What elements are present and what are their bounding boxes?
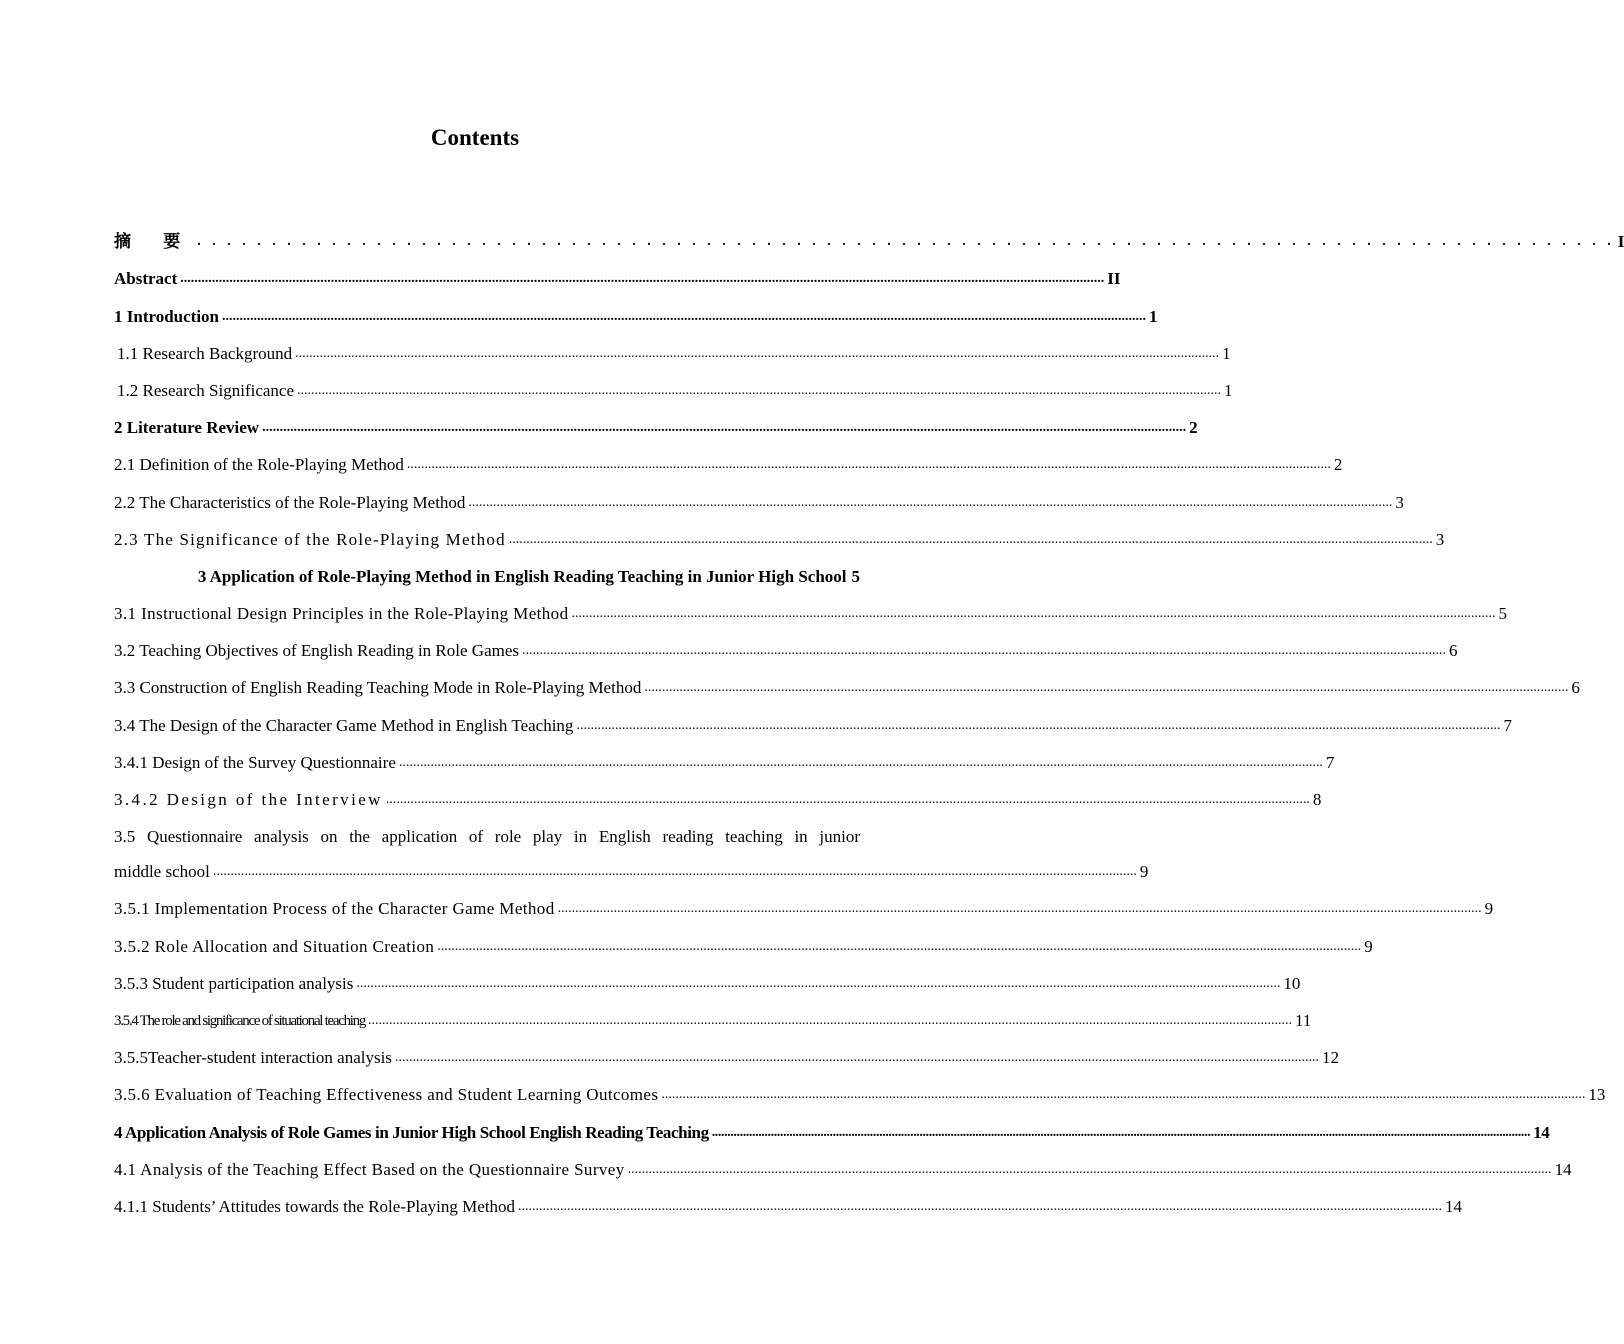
dot-leader: ........................................................................................................................................................................................................................................................................	[398, 754, 1323, 770]
toc-entry-label: 3.5.5Teacher-student interaction analysis	[114, 1048, 392, 1068]
toc-entry-page: 11	[1295, 1010, 1312, 1030]
dot-leader: ........................................................................................................................................................................................................................................................................	[356, 975, 1281, 991]
toc-entry-label: 3.3 Construction of English Reading Teaching Mode in Role-Playing Method	[114, 678, 642, 698]
dot-leader: ........................................................................................................................................................................................................................................................................	[571, 606, 1496, 622]
toc-entry-page: 5	[851, 566, 860, 586]
dot-leader: ........................................................................................................................................................................................................................................................................	[468, 494, 1393, 510]
dot-leader: ........................................................................................................................................................................................................................................................................	[576, 717, 1501, 733]
toc-entry-label: 1 Introduction	[114, 306, 220, 326]
toc-entry-label: 2.2 The Characteristics of the Role-Playing Method	[114, 492, 466, 512]
toc-entry-label: 3.4 The Design of the Character Game Method in English Teaching	[114, 715, 574, 735]
toc-entry-label: 2.3 The Significance of the Role-Playing Method	[114, 529, 506, 549]
toc-entry-label: 3.2 Teaching Objectives of English Reading in Role Games	[114, 641, 519, 661]
toc-entry-page: 9	[1139, 862, 1149, 882]
toc-entry-page: 14	[1533, 1122, 1550, 1142]
toc-entry-1[interactable]	[114, 290, 1158, 327]
dot-leader: ........................................................................................................................................................................................................................................................................	[644, 680, 1569, 696]
toc-entry-2-2[interactable]	[114, 476, 1404, 513]
toc-entry-page: II	[1107, 269, 1121, 289]
toc-entry-page: 14	[1554, 1159, 1572, 1179]
toc-entry-label-line1: 3.5 Questionnaire analysis on the application of role play in English reading teaching in junior	[114, 827, 860, 847]
toc-entry-3-5-2[interactable]	[114, 920, 1373, 957]
toc-entry-label: 1.2 Research Significance	[117, 380, 295, 400]
dot-leader: ........................................................................................................................................................................................................................................................................	[368, 1012, 1293, 1028]
toc-entry-page: 12	[1321, 1048, 1339, 1068]
dot-leader: ........................................................................................................................................................................................................................................................................	[406, 457, 1331, 473]
dot-leader: ........................................................................................................................................................................................................................................................................	[711, 1124, 1531, 1140]
dot-leader: . . . . . . . . . . . . . . . . . . . . . . . . . . . . . . . . . . . . . . . . . . . . . . . . . . . . . . . . . . . . . . . . . . . . . . . . . . . . . . . . . . . . . . . . . . . . . . .	[197, 234, 1615, 250]
toc-entry-2-1[interactable]	[114, 439, 1343, 476]
dot-leader: ........................................................................................................................................................................................................................................................................	[661, 1087, 1586, 1103]
page-title: Contents	[430, 125, 520, 150]
toc-entry-3-5-5[interactable]	[114, 1032, 1339, 1069]
toc-entry-3-5[interactable]	[114, 811, 1149, 883]
toc-entry-label: 4.1.1 Students’ Attitudes towards the Role-Playing Method	[114, 1196, 516, 1216]
toc-entry-label: 3.5.3 Student participation analysis	[114, 973, 354, 993]
toc-entry-label: 3.5.1 Implementation Process of the Character Game Method	[114, 899, 555, 919]
toc-entry-label: 3.5.2 Role Allocation and Situation Creation	[114, 936, 435, 956]
toc-entry-page: 10	[1283, 973, 1301, 993]
toc-entry-3-5-1[interactable]	[114, 883, 1494, 920]
toc-entry-3-1[interactable]	[114, 588, 1507, 625]
toc-entry-label: 3 Application of Role-Playing Method in English Reading Teaching in Junior High School	[197, 566, 847, 586]
toc-entry-1-1[interactable]	[114, 328, 1231, 365]
dot-leader: ........................................................................................................................................................................................................................................................................	[180, 271, 1105, 287]
dot-leader: ........................................................................................................................................................................................................................................................................	[508, 531, 1433, 547]
toc-entry-3-3[interactable]	[114, 662, 1580, 699]
dot-leader: ........................................................................................................................................................................................................................................................................	[518, 1198, 1443, 1214]
toc-entry-3-2[interactable]	[114, 625, 1458, 662]
toc-entry-label: 摘 要	[114, 232, 195, 252]
toc-entry-page: 6	[1449, 641, 1458, 661]
toc-entry-label: 3.4.2 Design of the Interview	[114, 790, 383, 809]
dot-leader: ........................................................................................................................................................................................................................................................................	[627, 1161, 1552, 1177]
toc-entry-3-5-4[interactable]	[114, 995, 1312, 1032]
toc-entry-4[interactable]	[114, 1106, 1550, 1143]
toc-entry-3-5-3[interactable]	[114, 958, 1301, 995]
toc-entry-page: 9	[1364, 936, 1373, 956]
toc-entry-page: 3	[1435, 529, 1445, 549]
toc-entry-label: 4.1 Analysis of the Teaching Effect Based on the Questionnaire Survey	[114, 1159, 625, 1179]
toc-entry-page: 2	[1333, 455, 1343, 475]
toc-entry-label: Abstract	[114, 269, 178, 289]
dot-leader: ........................................................................................................................................................................................................................................................................	[557, 901, 1482, 917]
toc-entry-3-4-1[interactable]	[114, 737, 1335, 774]
toc-entry-2-3[interactable]	[114, 514, 1445, 551]
table-of-contents	[114, 216, 1624, 1218]
toc-entry-4-1-1[interactable]	[114, 1181, 1463, 1218]
toc-entry-page: 7	[1325, 752, 1335, 772]
toc-entry-label: 1.1 Research Background	[117, 343, 293, 363]
toc-entry-page: 13	[1588, 1085, 1606, 1105]
toc-entry-page: 7	[1503, 715, 1512, 735]
dot-leader: ........................................................................................................................................................................................................................................................................	[522, 643, 1446, 659]
toc-entry-label: 2 Literature Review	[114, 418, 260, 438]
toc-entry-page: I	[1617, 232, 1624, 252]
toc-entry-3[interactable]	[114, 551, 860, 588]
toc-entry-page: 1	[1224, 380, 1233, 400]
toc-entry-label: 3.4.1 Design of the Survey Questionnaire	[114, 752, 396, 772]
toc-entry-page: 1	[1222, 343, 1231, 363]
dot-leader: ........................................................................................................................................................................................................................................................................	[295, 345, 1220, 361]
toc-entry-page: 3	[1395, 492, 1404, 512]
toc-entry-3-5-6[interactable]	[114, 1069, 1606, 1106]
toc-entry-label: 4 Application Analysis of Role Games in Junior High School English Reading Teaching	[114, 1122, 709, 1142]
toc-entry-label: 3.5.6 Evaluation of Teaching Effectiveness and Student Learning Outcomes	[114, 1085, 659, 1105]
toc-entry-1-2[interactable]	[114, 365, 1233, 402]
dot-leader: ........................................................................................................................................................................................................................................................................	[212, 864, 1137, 880]
toc-entry-label: 2.1 Definition of the Role-Playing Method	[114, 455, 404, 475]
toc-entry-page: 1	[1149, 306, 1158, 326]
toc-entry-4-1[interactable]	[114, 1144, 1572, 1181]
dot-leader: ........................................................................................................................................................................................................................................................................	[262, 420, 1187, 436]
toc-entry-label: 3.5.4 The role and significance of situational teaching	[114, 1012, 366, 1029]
toc-entry-page: 6	[1571, 678, 1580, 698]
toc-entry-label: 3.1 Instructional Design Principles in the Role-Playing Method	[114, 604, 569, 624]
toc-entry-page: 2	[1189, 418, 1198, 438]
dot-leader: ........................................................................................................................................................................................................................................................................	[394, 1050, 1319, 1066]
dot-leader: ........................................................................................................................................................................................................................................................................	[297, 382, 1222, 398]
toc-entry-page: 9	[1484, 899, 1494, 919]
toc-entry-page: 14	[1445, 1196, 1463, 1216]
toc-entry-abstract-chinese[interactable]	[114, 216, 1624, 253]
toc-entry-page: 8	[1312, 790, 1322, 809]
dot-leader: ........................................................................................................................................................................................................................................................................	[222, 308, 1147, 324]
dot-leader: ........................................................................................................................................................................................................................................................................	[437, 938, 1362, 954]
toc-entry-2[interactable]	[114, 402, 1198, 439]
dot-leader: ........................................................................................................................................................................................................................................................................	[385, 792, 1310, 807]
toc-entry-abstract[interactable]	[114, 253, 1121, 290]
toc-entry-3-4[interactable]	[114, 699, 1512, 736]
toc-entry-label-line2: middle school	[114, 862, 210, 882]
toc-entry-page: 5	[1498, 604, 1507, 624]
toc-entry-3-4-2[interactable]	[114, 774, 1322, 811]
